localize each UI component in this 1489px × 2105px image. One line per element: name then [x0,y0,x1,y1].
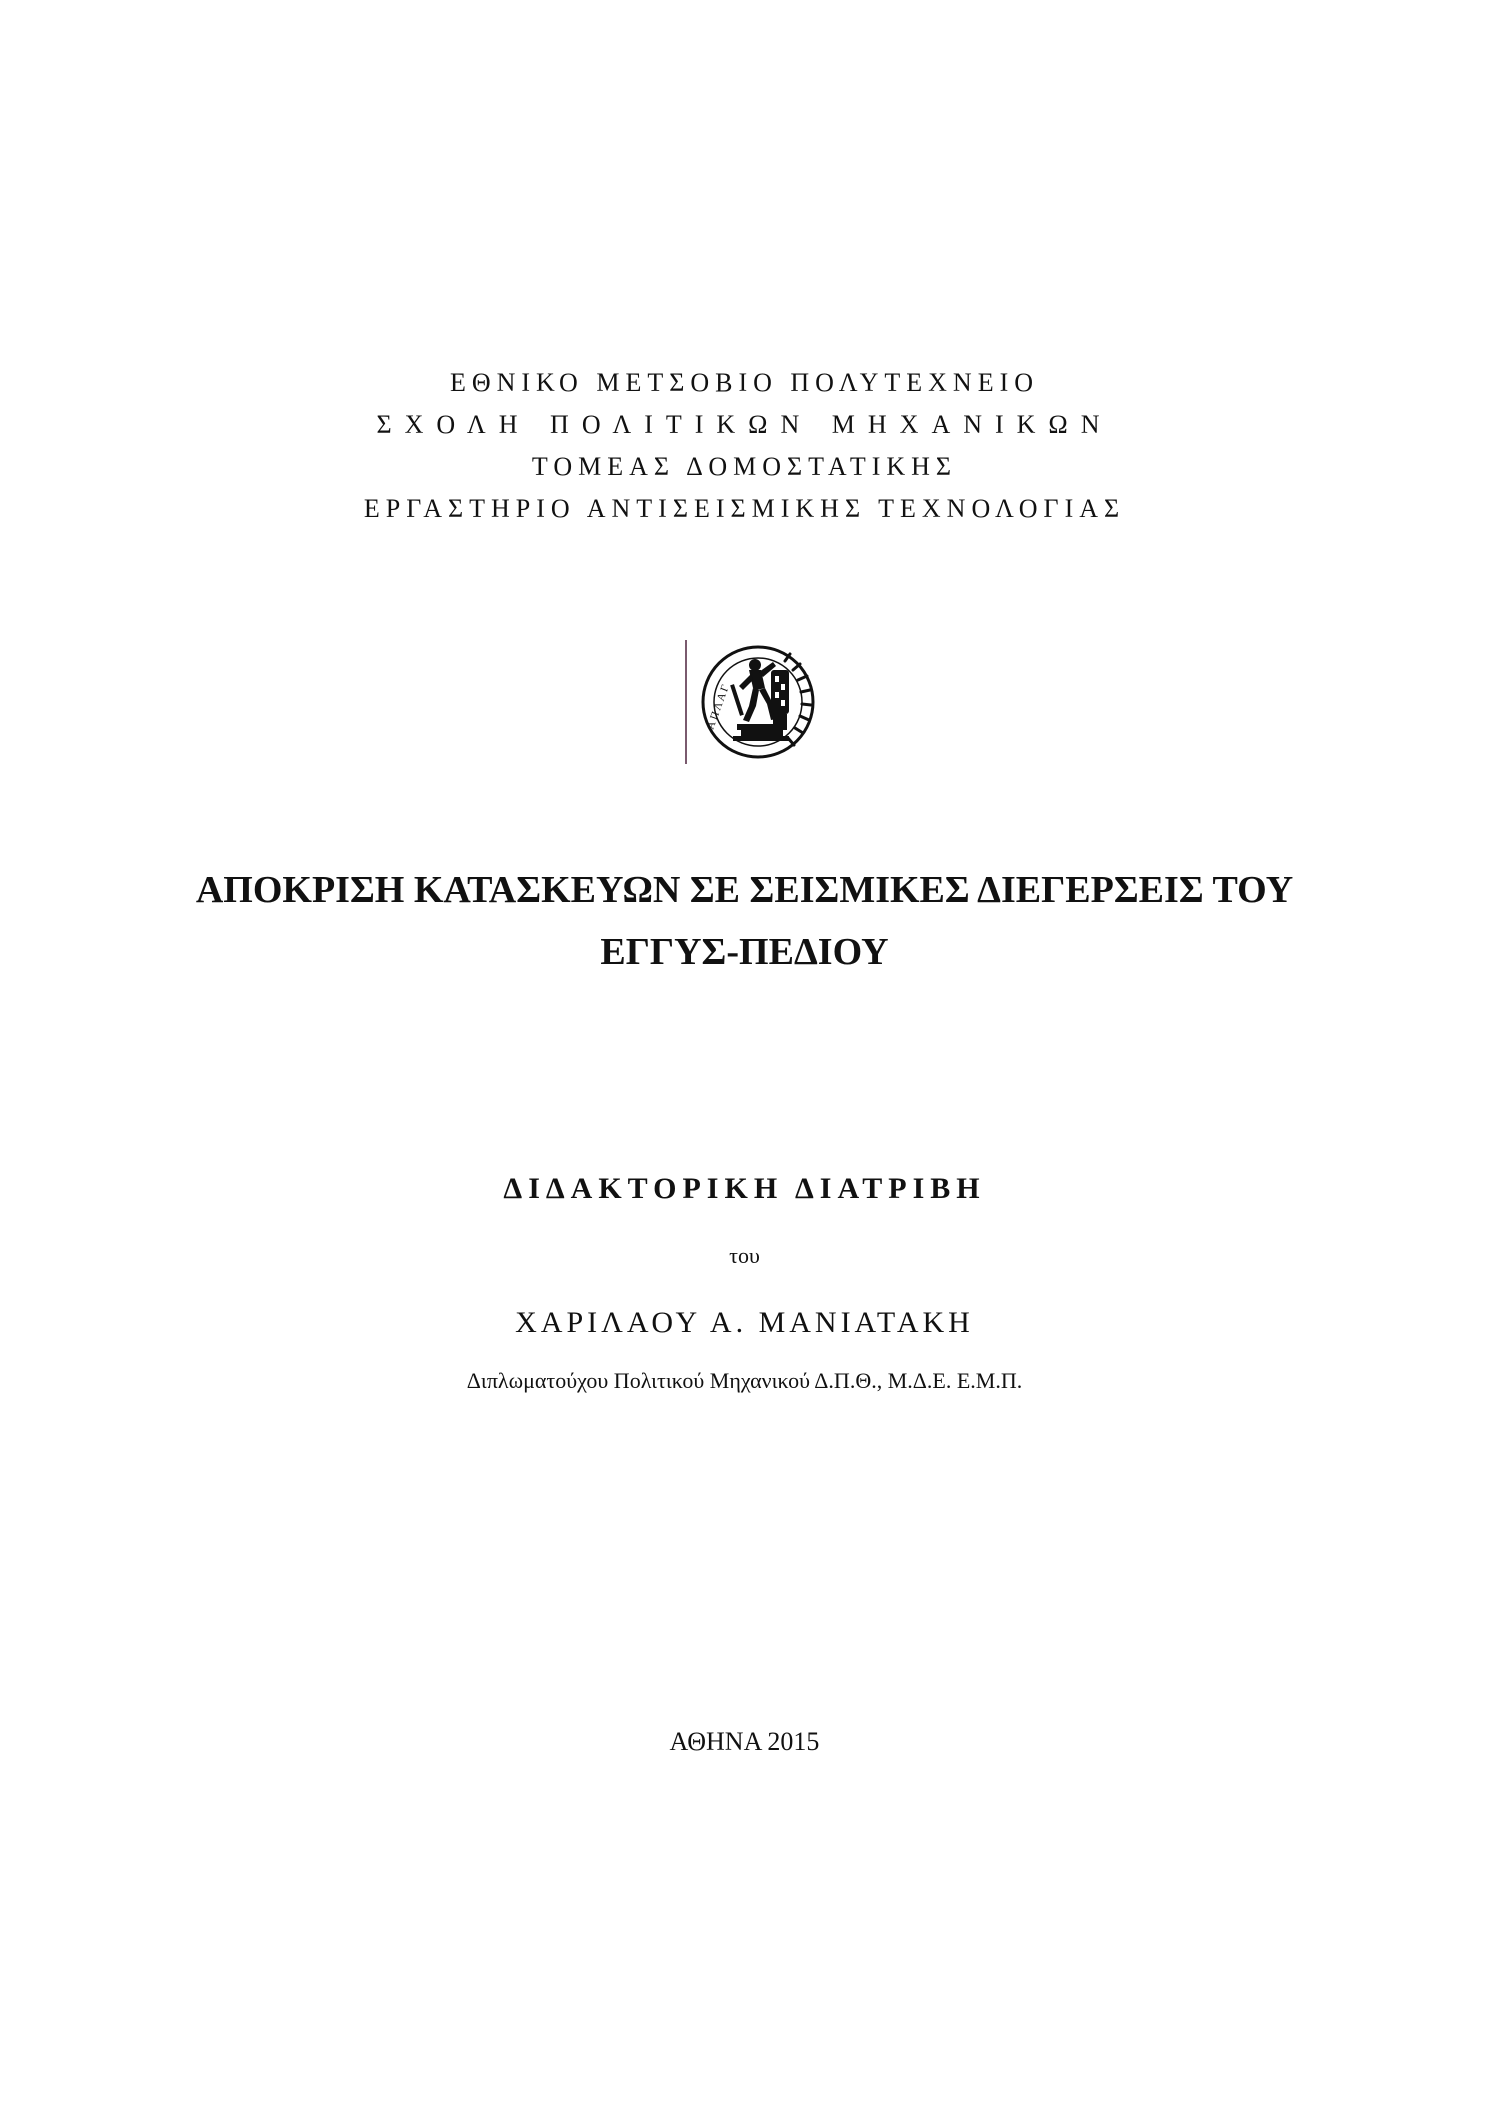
document-type: ΔΙΔΑΚΤΟΡΙΚΗ ΔΙΑΤΡΙΒΗ [503,1172,986,1205]
place-year: ΑΘΗΝΑ 2015 [669,1727,820,1756]
author-name: ΧΑΡΙΛΑΟΥ Α. ΜΑΝΙΑΤΑΚΗ [515,1306,974,1339]
institution-line-department: ΤΟΜΕΑΣ ΔΟΜΟΣΤΑΤΙΚΗΣ [531,452,958,481]
seal-divider-rule [685,640,687,764]
of-label: του [729,1243,760,1268]
university-seal-icon [693,640,818,765]
author-degree: Διπλωματούχου Πολιτικού Μηχανικού Δ.Π.Θ., Μ.Δ.Ε. Ε.Μ.Π. [466,1368,1023,1393]
institution-line-school: ΣΧΟΛΗ ΠΟΛΙΤΙΚΩΝ ΜΗΧΑΝΙΚΩΝ [376,410,1113,439]
institution-line-laboratory: ΕΡΓΑΣΤΗΡΙΟ ΑΝΤΙΣΕΙΣΜΙΚΗΣ ΤΕΧΝΟΛΟΓΙΑΣ [363,494,1126,523]
thesis-title-line-2: ΕΓΓΥΣ-ΠΕΔΙΟΥ [600,931,889,973]
seal-block [685,640,815,765]
thesis-title-line-1: ΑΠΟΚΡΙΣΗ ΚΑΤΑΣΚΕΥΩΝ ΣΕ ΣΕΙΣΜΙΚΕΣ ΔΙΕΓΕΡΣΕΙΣ ΤΟΥ [195,869,1294,911]
svg-text:Α Π Λ Α Γ: Α Π Λ Α Γ [704,683,732,732]
institution-line-university: ΕΘΝΙΚΟ ΜΕΤΣΟΒΙΟ ΠΟΛΥΤΕΧΝΕΙΟ [449,368,1040,397]
